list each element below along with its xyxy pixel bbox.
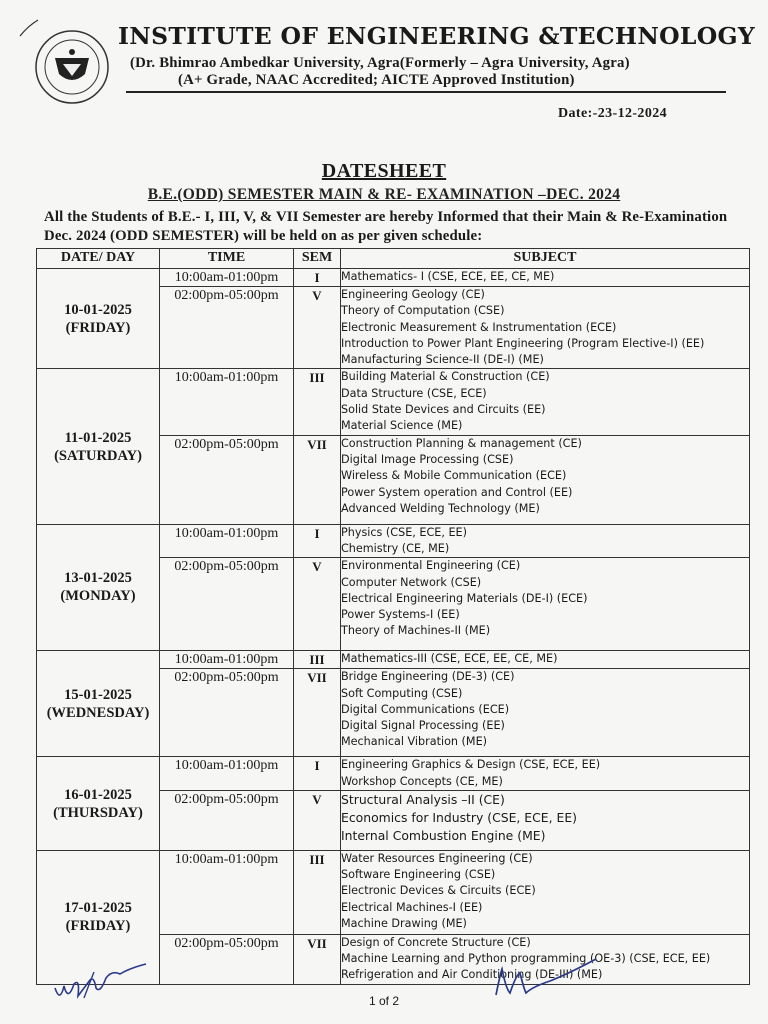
- time-cell: 02:00pm-05:00pm: [160, 669, 294, 757]
- subject-item: Theory of Machines-II (ME): [341, 624, 491, 638]
- header-rule: [126, 91, 726, 93]
- table-row: [37, 269, 750, 287]
- subject-item: Physics (CSE, ECE, EE): [341, 525, 467, 539]
- affiliation: (Dr. Bhimrao Ambedkar University, Agra(Formerly – Agra University, Agra): [130, 55, 630, 71]
- table-row: [37, 757, 750, 791]
- subject-cell: [341, 269, 750, 287]
- datesheet-table: [36, 248, 750, 985]
- subject-cell: [341, 558, 750, 651]
- date-cell: [37, 757, 160, 851]
- accreditation: (A+ Grade, NAAC Accredited; AICTE Approved Institution): [178, 72, 575, 88]
- sem-cell: I: [294, 269, 341, 287]
- page-title: DATESHEET: [321, 160, 447, 182]
- subject-item: Electronic Devices & Circuits (ECE): [341, 884, 536, 898]
- sem-cell: VII: [294, 669, 341, 757]
- exam-date: 11-01-2025: [64, 429, 132, 446]
- subject-item: Mathematics- I (CSE, ECE, EE, CE, ME): [341, 270, 555, 283]
- subject-item: Mechanical Vibration (ME): [341, 735, 488, 749]
- exam-date: 13-01-2025: [64, 570, 132, 587]
- subject-item: Software Engineering (CSE): [341, 868, 496, 882]
- issue-date: Date:-23-12-2024: [558, 106, 668, 121]
- subject-item: Environmental Engineering (CE): [341, 559, 521, 573]
- sem-cell: VII: [294, 934, 341, 984]
- time-cell: 10:00am-01:00pm: [160, 757, 294, 791]
- header-date: DATE/ DAY: [37, 249, 160, 269]
- subject-item: Mathematics-III (CSE, ECE, EE, CE, ME): [341, 652, 558, 666]
- subject-item: Building Material & Construction (CE): [341, 370, 550, 384]
- time-cell: 10:00am-01:00pm: [160, 369, 294, 435]
- institute-name: INSTITUTE OF ENGINEERING &TECHNOLOGY: [118, 22, 755, 50]
- subject-item: Theory of Computation (CSE): [341, 304, 505, 318]
- subject-cell: [341, 850, 750, 934]
- table-row: [37, 369, 750, 435]
- subject-item: Manufacturing Science-II (DE-I) (ME): [341, 353, 544, 367]
- subject-item: Computer Network (CSE): [341, 575, 482, 589]
- subject-item: Machine Drawing (ME): [341, 917, 467, 931]
- time-cell: 10:00am-01:00pm: [160, 651, 294, 669]
- exam-subtitle-text: B.E.(ODD) SEMESTER MAIN & RE- EXAMINATION –DEC. 2024: [147, 186, 621, 203]
- subject-item: Engineering Graphics & Design (CSE, ECE, EE): [341, 758, 601, 772]
- subject-item: Design of Concrete Structure (CE): [341, 935, 531, 949]
- sem-cell: V: [294, 790, 341, 850]
- subject-item: Machine Learning and Python programming (OE-3) (CSE, ECE, EE): [341, 952, 711, 966]
- date-cell: [37, 651, 160, 757]
- header-subject: SUBJECT: [341, 249, 750, 269]
- subject-item: Digital Signal Processing (EE): [341, 719, 505, 733]
- sem-cell: VII: [294, 435, 341, 524]
- date-cell: [37, 369, 160, 524]
- subject-item: Power Systems-I (EE): [341, 608, 460, 622]
- subject-item: Digital Communications (ECE): [341, 702, 510, 716]
- subject-cell: [341, 790, 750, 850]
- subject-item: Material Science (ME): [341, 419, 463, 433]
- subject-item: Water Resources Engineering (CE): [341, 851, 533, 865]
- exam-day: (SATURDAY): [54, 447, 142, 464]
- sem-cell: III: [294, 850, 341, 934]
- sem-cell: I: [294, 757, 341, 791]
- exam-date: 15-01-2025: [64, 686, 132, 703]
- subject-cell: [341, 757, 750, 791]
- subject-item: Data Structure (CSE, ECE): [341, 386, 487, 400]
- subject-item: Electronic Measurement & Instrumentation (ECE): [341, 320, 617, 334]
- time-cell: 02:00pm-05:00pm: [160, 558, 294, 651]
- table-row: [37, 850, 750, 934]
- sem-cell: I: [294, 524, 341, 558]
- subject-item: Refrigeration and Air Conditioning (DE-III) (ME): [341, 968, 603, 982]
- exam-day: (FRIDAY): [65, 319, 131, 336]
- subject-item: Electrical Engineering Materials (DE-I) (ECE): [341, 591, 588, 605]
- subject-item: Chemistry (CE, ME): [341, 541, 450, 555]
- exam-day: (FRIDAY): [65, 918, 131, 935]
- subject-item: Bridge Engineering (DE-3) (CE): [341, 670, 515, 684]
- institute-logo: [33, 28, 111, 106]
- subject-item: Workshop Concepts (CE, ME): [341, 774, 503, 788]
- subject-item: Internal Combustion Engine (ME): [341, 827, 546, 843]
- exam-date: 17-01-2025: [64, 900, 132, 917]
- header-sem: SEM: [294, 249, 341, 269]
- subject-item: Structural Analysis –II (CE): [341, 791, 505, 807]
- time-cell: 02:00pm-05:00pm: [160, 934, 294, 984]
- time-cell: 02:00pm-05:00pm: [160, 287, 294, 369]
- subject-cell: [341, 287, 750, 369]
- time-cell: 02:00pm-05:00pm: [160, 435, 294, 524]
- sem-cell: V: [294, 558, 341, 651]
- time-cell: 10:00am-01:00pm: [160, 269, 294, 287]
- subject-item: Construction Planning & management (CE): [341, 436, 582, 450]
- subject-item: Wireless & Mobile Communication (ECE): [341, 469, 567, 483]
- subject-cell: [341, 651, 750, 669]
- time-cell: 10:00am-01:00pm: [160, 524, 294, 558]
- subject-cell: [341, 669, 750, 757]
- exam-date: 10-01-2025: [64, 301, 132, 318]
- subject-item: Economics for Industry (CSE, ECE, EE): [341, 809, 577, 825]
- header-time: TIME: [160, 249, 294, 269]
- intro-paragraph: All the Students of B.E.- I, III, V, & VII Semester are hereby Informed that their Main & Re-Examination Dec. 2024 (ODD SEMESTER) will be held on as per given schedule:: [44, 209, 728, 244]
- table-header-row: [37, 249, 750, 269]
- subject-cell: [341, 369, 750, 435]
- exam-day: (WEDNESDAY): [46, 704, 150, 721]
- table-row: [37, 651, 750, 669]
- subject-item: Electrical Machines-I (EE): [341, 900, 483, 914]
- page-number: 1 of 2: [368, 994, 400, 1008]
- exam-day: (MONDAY): [60, 588, 136, 605]
- subject-cell: [341, 435, 750, 524]
- table-row: [37, 524, 750, 558]
- time-cell: 10:00am-01:00pm: [160, 850, 294, 934]
- subject-item: Solid State Devices and Circuits (EE): [341, 403, 546, 417]
- subject-item: Advanced Welding Technology (ME): [341, 501, 540, 515]
- exam-day: (THURSDAY): [53, 804, 143, 821]
- date-cell: [37, 269, 160, 369]
- time-cell: 02:00pm-05:00pm: [160, 790, 294, 850]
- sem-cell: III: [294, 651, 341, 669]
- subject-item: Introduction to Power Plant Engineering (Program Elective-I) (EE): [341, 336, 705, 350]
- exam-subtitle: [0, 186, 768, 204]
- exam-date: 16-01-2025: [64, 786, 132, 803]
- subject-item: Engineering Geology (CE): [341, 288, 485, 301]
- date-cell: [37, 524, 160, 651]
- subject-item: Soft Computing (CSE): [341, 686, 463, 700]
- sem-cell: III: [294, 369, 341, 435]
- subject-cell: [341, 524, 750, 558]
- sem-cell: V: [294, 287, 341, 369]
- subject-item: Power System operation and Control (EE): [341, 485, 573, 499]
- subject-item: Digital Image Processing (CSE): [341, 452, 514, 466]
